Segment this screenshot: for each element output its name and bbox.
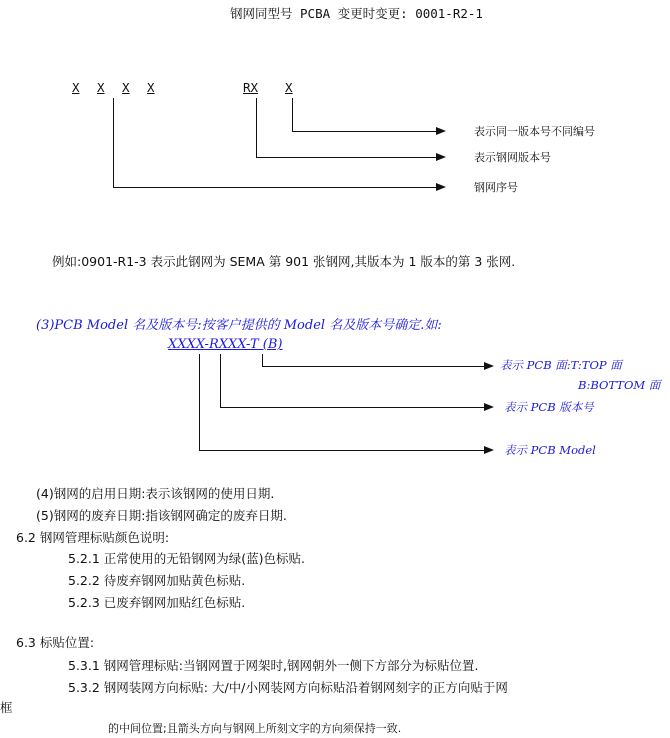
example-text: 例如:0901-R1-3 表示此钢网为 SEMA 第 901 张钢网,其版本为 1 版本的第 3 张网. xyxy=(52,254,516,269)
connector-version-vertical xyxy=(220,354,221,408)
placeholder-x-2: X xyxy=(97,80,105,95)
label-pcb-bottom: B:BOTTOM 面 xyxy=(578,378,661,392)
x-suffix-label: X xyxy=(285,80,293,95)
pcb-model-code: XXXX-RXXX-T (B) xyxy=(168,337,283,352)
connector-xxxx-horizontal xyxy=(113,187,438,188)
item-5-scrap-date: (5)钢网的废弃日期:指该钢网确定的废弃日期. xyxy=(36,508,287,523)
label-pcb-version: 表示 PCB 版本号 xyxy=(504,400,594,414)
connector-version-horizontal xyxy=(220,407,486,408)
label-stencil-serial: 钢网序号 xyxy=(474,181,518,194)
page-title: 钢网同型号 PCBA 变更时变更: 0001-R2-1 xyxy=(230,6,483,21)
section-5-2-1: 5.2.1 正常使用的无铅钢网为绿(蓝)色标贴. xyxy=(68,551,306,566)
connector-rx-horizontal xyxy=(256,157,438,158)
section-6-3-heading: 6.3 标贴位置: xyxy=(16,635,95,650)
section-5-2-2: 5.2.2 待废弃钢网加贴黄色标贴. xyxy=(68,573,246,588)
connector-xxxx-vertical xyxy=(113,98,114,188)
connector-side-vertical xyxy=(262,354,263,366)
connector-x-horizontal xyxy=(292,131,438,132)
rx-label: RX xyxy=(243,80,259,95)
label-pcb-side: 表示 PCB 面:T:TOP 面 xyxy=(500,358,622,372)
item-4-start-date: (4)钢网的启用日期:表示该钢网的使用日期. xyxy=(36,486,275,501)
label-stencil-version: 表示钢网版本号 xyxy=(474,151,551,164)
section-5-3-2: 5.3.2 钢网装网方向标贴: 大/中/小网装网方向标贴沿着钢网刻字的正方向贴于网 xyxy=(68,680,508,695)
connector-x-vertical xyxy=(292,98,293,132)
arrow-right-icon xyxy=(484,362,494,370)
arrow-right-icon xyxy=(484,403,494,411)
arrow-right-icon xyxy=(436,183,446,191)
arrow-right-icon xyxy=(436,153,446,161)
section-5-3-2-continuation: 框 xyxy=(0,700,13,715)
arrow-right-icon xyxy=(436,127,446,135)
section-5-3-2-tail: 的中间位置;且箭头方向与钢网上所刻文字的方向须保持一致. xyxy=(108,722,402,735)
connector-rx-vertical xyxy=(256,98,257,158)
section-5-2-3: 5.2.3 已废弃钢网加贴红色标贴. xyxy=(68,595,246,610)
placeholder-x-1: X xyxy=(72,80,80,95)
connector-model-vertical xyxy=(199,354,200,451)
pcb-model-heading: (3)PCB Model 名及版本号:按客户提供的 Model 名及版本号确定.如: xyxy=(36,318,442,333)
section-5-3-1: 5.3.1 钢网管理标贴:当钢网置于网架时,钢网朝外一侧下方部分为标贴位置. xyxy=(68,658,479,673)
placeholder-x-3: X xyxy=(122,80,130,95)
section-6-2-heading: 6.2 钢网管理标贴颜色说明: xyxy=(16,530,170,545)
connector-side-horizontal xyxy=(262,366,486,367)
placeholder-x-4: X xyxy=(147,80,155,95)
label-pcb-model: 表示 PCB Model xyxy=(504,443,596,457)
label-same-version-number: 表示同一版本号不同编号 xyxy=(474,125,595,138)
arrow-right-icon xyxy=(484,446,494,454)
connector-model-horizontal xyxy=(199,450,486,451)
